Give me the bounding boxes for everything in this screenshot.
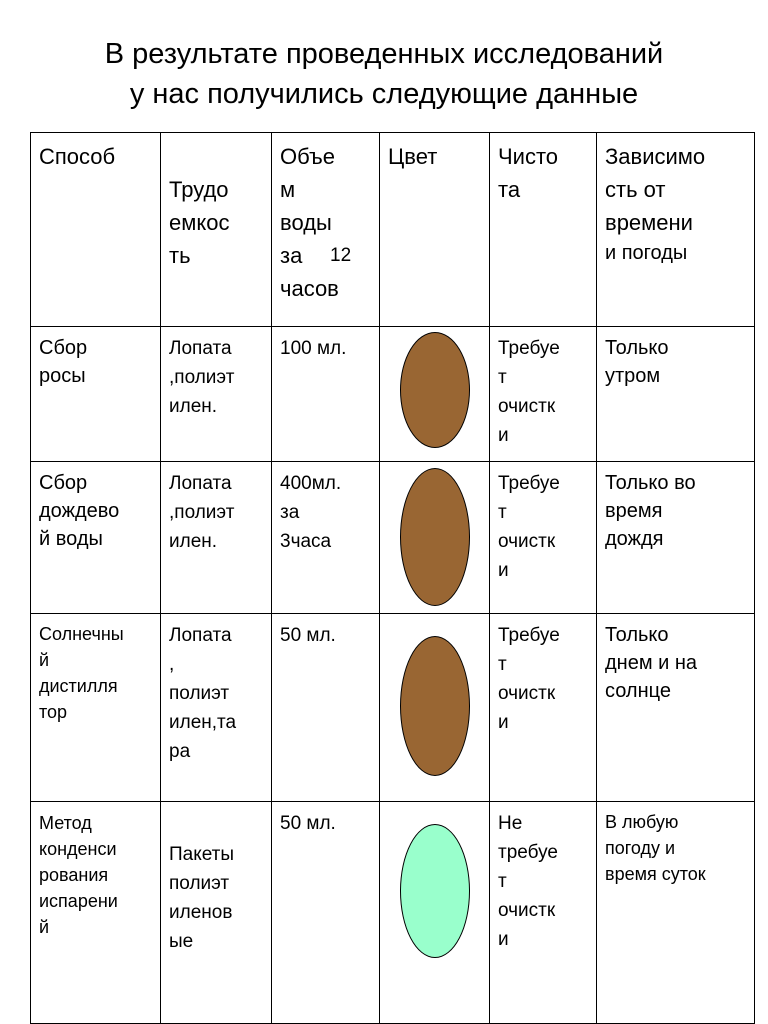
color-swatch-brown [400, 332, 470, 448]
row-dependency: Только днем и на солнце [597, 614, 755, 802]
table-row [31, 802, 755, 1024]
header-color: Цвет [380, 133, 490, 327]
table-row [31, 462, 755, 614]
row-purity: Требуе т очистк и [490, 614, 597, 802]
row-labor: Лопата ,полиэт илен. [161, 462, 272, 614]
table-row [31, 327, 755, 462]
row-volume: 100 мл. [272, 327, 380, 462]
header-volume-tail: часов [280, 276, 339, 301]
color-swatch-brown [400, 468, 470, 606]
row-method: Сбор росы [31, 327, 161, 462]
row-dependency: Только утром [597, 327, 755, 462]
row-color [380, 462, 490, 614]
results-table [30, 132, 755, 1024]
header-dependency: Зависимо сть от времени и погоды [597, 133, 755, 327]
row-labor: Пакеты полиэт иленов ые [161, 802, 272, 1024]
title-line-2: у нас получились следующие данные [129, 78, 639, 110]
title-line-1: В результате проведенных исследований [104, 38, 664, 70]
row-method: Солнечны й дистилля тор [31, 614, 161, 802]
slide-title [0, 34, 768, 114]
row-purity: Требуе т очистк и [490, 327, 597, 462]
row-method: Метод конденси рования испарени й [31, 802, 161, 1024]
row-purity: Требуе т очистк и [490, 462, 597, 614]
header-method: Способ [31, 133, 161, 327]
row-color [380, 327, 490, 462]
header-volume: Объе м воды за 12 часов [272, 133, 380, 327]
row-volume: 400мл. за 3часа [272, 462, 380, 614]
table-header-row [31, 133, 755, 327]
color-swatch-green [400, 824, 470, 958]
row-method: Сбор дождево й воды [31, 462, 161, 614]
header-purity: Чисто та [490, 133, 597, 327]
row-color [380, 802, 490, 1024]
row-volume: 50 мл. [272, 802, 380, 1024]
row-dependency: Только во время дождя [597, 462, 755, 614]
color-swatch-brown [400, 636, 470, 776]
row-labor: Лопата , полиэт илен,та ра [161, 614, 272, 802]
row-volume: 50 мл. [272, 614, 380, 802]
row-color [380, 614, 490, 802]
row-dependency: В любую погоду и время суток [597, 802, 755, 1024]
header-labor: Трудо емкос ть [161, 133, 272, 327]
header-volume-number: 12 [330, 245, 352, 266]
row-purity: Не требуе т очистк и [490, 802, 597, 1024]
table-row [31, 614, 755, 802]
row-labor: Лопата ,полиэт илен. [161, 327, 272, 462]
header-dependency-tail: и погоды [605, 242, 688, 264]
